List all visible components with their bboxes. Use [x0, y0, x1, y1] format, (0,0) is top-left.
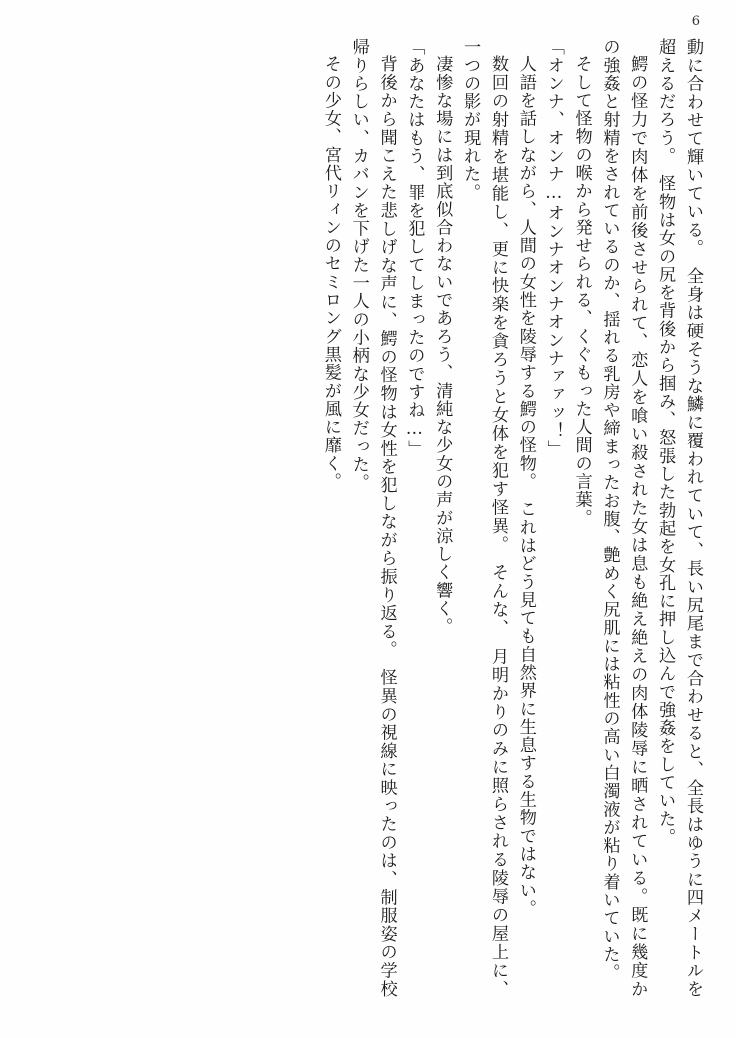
paragraph: 「オンナ、オンナ…オンナオンナオンナァァッ！」: [543, 38, 564, 459]
paragraph: 鰐の怪力で肉体を前後させられて、恋人を喰い殺された女は息も絶え絶えの肉体陵辱に晒されている。既に幾度かの強姦と射精をされているのか、揺れる乳房や締まったお腹、艶めく尻肌には粘性の高い白濁液が粘り着いていた。: [599, 38, 648, 998]
paragraph: その少女、宮代リィンのセミロング黒髪が風に靡く。: [320, 55, 341, 491]
paragraph: 「あなたはもう、罪を犯してしまったのですね…」: [404, 38, 425, 459]
paragraph: 数回の射精を堪能し、更に快楽を貪ろうと女体を犯す怪異。 そんな、 月明かりのみに照らされる陵辱の屋上に、一つの影が現れた。: [460, 38, 508, 998]
paragraph: そして怪物の喉から発せられる、くぐもった人間の言葉。: [571, 55, 592, 527]
paragraph: 背後から聞こえた悲しげな声に、鰐の怪物は女性を犯しながら振り返る。 怪異の視線に映ったのは、制服姿の学校帰りらしい、カバンを下げた一人の小柄な少女だった。: [348, 38, 397, 998]
paragraph: 凄惨な場には到底似合わないであろう、清純な少女の声が涼しく響く。: [432, 55, 453, 636]
paragraph: 動に合わせて輝いている。 全身は硬そうな鱗に覆われていて、長い尻尾まで合わせると、全長はゆうに四メートルを超えるだろう。 怪物は女の尻を背後から掴み、怒張した勃起を女孔に押し込んで強姦をしていた。: [655, 38, 703, 998]
page-number: 6: [691, 14, 700, 29]
body-text: [30, 38, 706, 998]
paragraph: 人語を話しながら、人間の女性を陵辱する鰐の怪物。 これはどう見ても自然界に生息する生物ではない。: [515, 55, 536, 918]
